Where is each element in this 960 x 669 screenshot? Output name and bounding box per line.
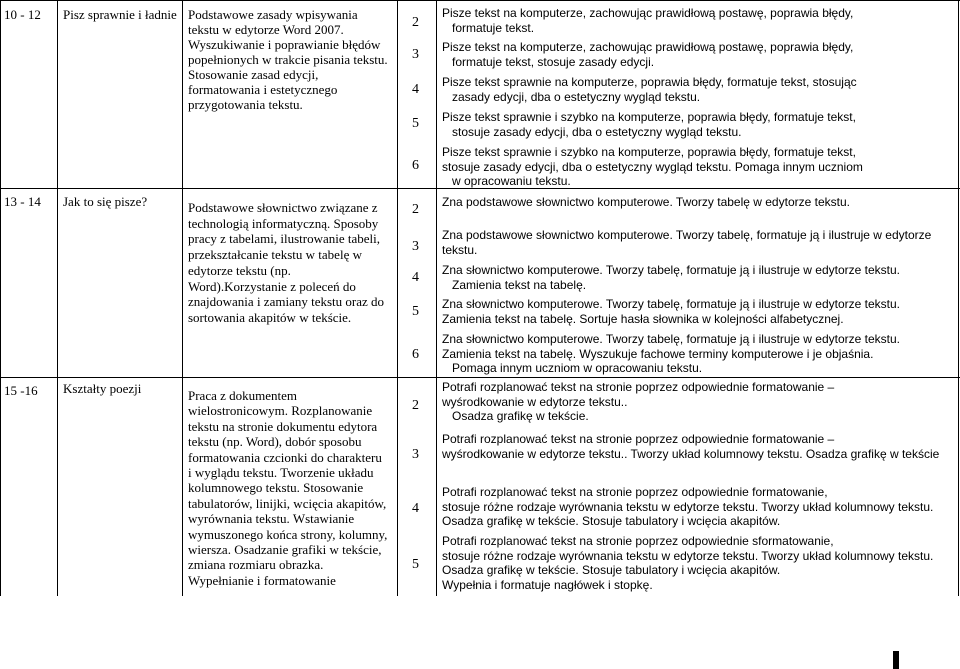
criteria-text: Potrafi rozplanować tekst na stronie poprzez odpowiednie sformatowanie, stosuje różne rodzaje wyrównania tekstu w edytorze tekstu. Tworzy układ kolumnowy tekstu. Osadza grafikę w tekście. Stosuje tabulatory i wcięcia akapitów. Wypełnia i formatuje nagłówek i stopkę. [442, 534, 934, 592]
grade-label: 6 [412, 347, 419, 362]
criteria-text: Pisze tekst sprawnie i szybko na komputerze, poprawia błędy, formatuje tekst, stosuje zasady edycji, dba o estetyczny wygląd tekstu. [442, 110, 856, 139]
grade-label: 5 [412, 116, 419, 131]
lesson-topic: Jak to się pisze? [63, 194, 148, 209]
grade-label: 4 [412, 82, 419, 97]
lesson-number: 13 - 14 [4, 194, 41, 209]
page-edge-mark [893, 651, 899, 669]
lesson-topic: Kształty poezji [63, 381, 142, 396]
col-divider [958, 0, 959, 596]
criteria-text: Zna słownictwo komputerowe. Tworzy tabelę, formatuje ją i ilustruje w edytorze tekstu. Zamienia tekst na tabelę. Sortuje hasła słownika w kolejności alfabetycznej. [442, 297, 900, 326]
criteria-text: Zna słownictwo komputerowe. Tworzy tabelę, formatuje ją i ilustruje w edytorze tekstu. Zamienia tekst na tabelę. Wyszukuje fachowe terminy komputerowe i je objaśnia. Pomaga innym uczniom w opracowaniu tekstu. [442, 332, 900, 376]
grade-label: 3 [412, 239, 419, 254]
criteria-text: Pisze tekst sprawnie i szybko na komputerze, poprawia błędy, formatuje tekst, stosuje zasady edycji, dba o estetyczny wygląd tekstu. Pomaga innym uczniom w opracowaniu tekstu. [442, 145, 863, 189]
grade-label: 5 [412, 557, 419, 572]
grade-label: 5 [412, 304, 419, 319]
grade-label: 2 [412, 398, 419, 413]
lesson-content: Podstawowe zasady wpisywania tekstu w edytorze Word 2007. Wyszukiwanie i poprawianie błędów popełnionych w trakcie pisania tekstu. Stosowanie zasad edycji, formatowania i estetycznego przygotowania tekstu. [188, 7, 388, 112]
col-divider [436, 0, 437, 596]
criteria-text: Zna podstawowe słownictwo komputerowe. Tworzy tabelę w edytorze tekstu. [442, 195, 850, 209]
row-divider [0, 377, 960, 378]
grade-label: 4 [412, 501, 419, 516]
grade-label: 3 [412, 447, 419, 462]
col-divider [57, 0, 58, 596]
criteria-text: Zna podstawowe słownictwo komputerowe. Tworzy tabelę, formatuje ją i ilustruje w edytorze tekstu. [442, 228, 932, 257]
criteria-text: Pisze tekst sprawnie na komputerze, poprawia błędy, formatuje tekst, stosując zasady edycji, dba o estetyczny wygląd tekstu. [442, 75, 857, 104]
col-divider [182, 0, 183, 596]
criteria-text: Pisze tekst na komputerze, zachowując prawidłową postawę, poprawia błędy, formatuje tekst. [442, 6, 854, 35]
lesson-content: Podstawowe słownictwo związane z technologią informatyczną. Sposoby pracy z tabelami, ilustrowanie tabeli, przekształcanie tekstu w tabelę w edytorze tekstu (np. Word).Korzystanie z poleceń do znajdowania i zamiany tekstu oraz do sortowania akapitów w tekście. [188, 200, 385, 325]
grade-label: 4 [412, 270, 419, 285]
col-divider [0, 0, 1, 596]
lesson-number: 15 -16 [4, 383, 38, 398]
criteria-text: Potrafi rozplanować tekst na stronie poprzez odpowiednie formatowanie, stosuje różne rodzaje wyrównania tekstu w edytorze tekstu. Tworzy układ kolumnowy tekstu. Osadza grafikę w tekście. Stosuje tabulatory i wcięcia akapitów. [442, 485, 934, 529]
grade-label: 2 [412, 15, 419, 30]
criteria-text: Potrafi rozplanować tekst na stronie poprzez odpowiednie formatowanie – wyśrodkowanie w edytorze tekstu.. Tworzy układ kolumnowy tekstu. Osadza grafikę w tekście [442, 432, 940, 461]
lesson-content: Praca z dokumentem wielostronicowym. Rozplanowanie tekstu na stronie dokumentu edytora tekstu (np. Word), dobór sposobu formatowania czcionki do charakteru i wyglądu tekstu. Tworzenie układu kolumnowego tekstu. Stosowanie tabulatorów, linijki, wcięcia akapitów, wyrównania tekstu. Wstawianie wymuszonego końca strony, kolumny, wiersza. Osadzanie grafiki w tekście, zmiana rozmiaru obrazka. Wypełnianie i formatowanie [188, 388, 388, 588]
criteria-text: Zna słownictwo komputerowe. Tworzy tabelę, formatuje ją i ilustruje w edytorze tekstu. Zamienia tekst na tabelę. [442, 263, 900, 292]
table-top-border [0, 0, 960, 1]
criteria-text: Pisze tekst na komputerze, zachowując prawidłową postawę, poprawia błędy, formatuje tekst, stosuje zasady edycji. [442, 40, 854, 69]
grade-label: 2 [412, 202, 419, 217]
lesson-number: 10 - 12 [4, 7, 41, 22]
col-divider [397, 0, 398, 596]
grade-label: 6 [412, 158, 419, 173]
criteria-text: Potrafi rozplanować tekst na stronie poprzez odpowiednie formatowanie – wyśrodkowanie w edytorze tekstu.. Osadza grafikę w tekście. [442, 380, 835, 424]
lesson-topic: Pisz sprawnie i ładnie [63, 7, 177, 22]
grade-label: 3 [412, 47, 419, 62]
